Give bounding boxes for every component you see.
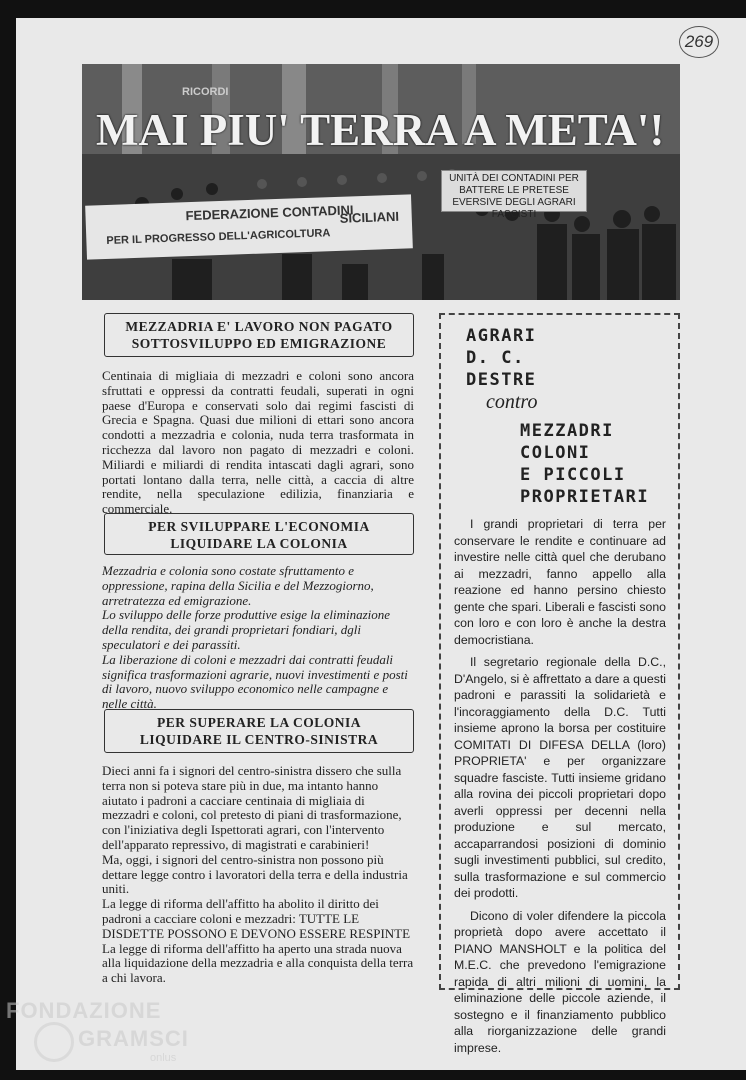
section2-heading — [104, 513, 414, 555]
right-banner: UNITÀ DEI CONTADINI PER BATTERE LE PRETESE EVERSIVE DEGLI AGRARI FASCISTI — [441, 170, 587, 212]
section3-heading-line-2: LIQUIDARE IL CENTRO-SINISTRA — [139, 732, 379, 747]
aside-paragraph-3: Dicono di voler difendere la piccola proprietà dopo avere accettato il PIANO MANSHOLT e la politica del M.E.C. che prevedono l'emigrazione rapida di altri milioni di uomini, la eliminazione delle piccole aziende, il sostegno e il finanziamento pubblico alla riorganizzazione delle grandi imprese. — [454, 908, 666, 1055]
section1-paragraph: Centinaia di migliaia di mezzadri e coloni sono ancora sfruttati e oppressi da contratti feudali, superati in ogni paese d'Europa e conservati solo dai regimi fascisti di Grecia e Spagna. Quasi due milioni di ettari sono ancora condotti a mezzadria e colonia, nuda terra trasformata in ricchezza dal lavoro non pagato di mezzadri e coloni. Miliardi e miliardi di rendita intascati dagli agrari, sono portati lontano dalla terra, nelle città, a caccia di altre rendite, nella speculazione edilizia, finanziaria e commerciale. — [102, 368, 414, 517]
section2-heading-line-2: LIQUIDARE LA COLONIA — [170, 536, 348, 551]
aside-title-agrari: AGRARI — [466, 326, 537, 346]
section3-heading — [104, 709, 414, 753]
section2-line-3: La liberazione di coloni e mezzadri dai contratti feudali significa trasformazioni agrarie, nuovi investimenti e posti di lavoro, nuovo sviluppo economico nelle campagne e nelle città. — [102, 651, 408, 712]
section2-line-2: Lo sviluppo delle forze produttive esige la eliminazione della rendita, dei grandi proprietari fondiari, dgli speculatori e dei parassiti. — [102, 607, 391, 652]
section1-heading-line-1: MEZZADRIA E' LAVORO NON PAGATO — [125, 319, 393, 334]
left-banner — [85, 194, 413, 259]
watermark-line-2: GRAMSCI — [78, 1026, 189, 1051]
aside-body — [454, 516, 666, 1056]
left-banner-line-1: FEDERAZIONE CONTADINI — [185, 202, 354, 224]
aside-title-dc: D. C. — [466, 348, 525, 368]
section3-heading-line-1: PER SUPERARE LA COLONIA — [157, 715, 361, 730]
aside-paragraph-2: Il segretario regionale della D.C., D'Angelo, si è affrettato a dare a questi padroni e parassiti la solidarietà e l'incoraggiamento della D.C. Tutti insieme aprono la borsa per costituire COMITATI DI DIFESA DELLA (loro) PROPRIETA' e per organizzare squadre fasciste. Tutti insieme gridano alla rovina dei piccoli proprietari dopo averli oppressi per decenni nella produzione e sul mercato, accaparrandosi posizioni di dominio sugli investimenti pubblici, sul credito, sulla trasformazione e sul commercio dei prodotti. — [454, 655, 666, 900]
aside-contro: contro — [486, 391, 538, 413]
archive-number: 269 — [679, 26, 719, 58]
section3-body — [102, 764, 414, 986]
section2-line-1: Mezzadria e colonia sono costate sfruttamento e oppressione, rapina della Sicilia e del Mezzogiorno, arretratezza ed emigrazione. — [102, 563, 374, 608]
watermark-suffix: onlus — [150, 1052, 177, 1064]
aside-paragraph-1: I grandi proprietari di terra per conservare le rendite e continuare ad investire nelle città quel che derubano ai mezzadri, fanno appello alla reazione ed hanno persino chiesto gente che spari. Liberali e fascisti sono con loro e con loro è anche la destra democristiana. — [454, 517, 666, 647]
aside-title-mezzadri: MEZZADRI — [520, 421, 614, 441]
shop-sign: RICORDI — [182, 86, 229, 98]
section3-line-2: Ma, oggi, i signori del centro-sinistra non possono più dettare legge contro i lavoratori della terra e della industria uniti. — [102, 851, 408, 897]
aside-title-coloni: COLONI — [520, 443, 591, 463]
section3-line-4: La legge di riforma dell'affitto ha aperto una strada nuova alla liquidazione della mezzadria e alla conquista della terra a chi lavora. — [102, 940, 414, 986]
section1-body — [102, 369, 414, 517]
section1-heading — [104, 313, 414, 357]
crowd-photo — [82, 64, 680, 300]
section2-heading-line-1: PER SVILUPPARE L'ECONOMIA — [148, 519, 370, 534]
photo-headline: MAI PIU' TERRA A META'! — [96, 105, 665, 155]
left-banner-line-2: SICILIANI — [339, 208, 400, 226]
aside-title-proprietari: PROPRIETARI — [520, 487, 650, 507]
watermark-logo-icon — [34, 1022, 74, 1062]
section2-body — [102, 564, 414, 712]
section3-line-1: Dieci anni fa i signori del centro-sinistra dissero che sulla terra non si poteva stare più in due, ma intanto hanno aiutato i padroni a cacciare centinaia di migliaia di mezzadri e coloni, col pretesto di piani di trasformazione, con l'iniziativa degli Ispettorati agrari, con l'intervento dell'apparato repressivo, di magistrati e carabinieri! — [102, 763, 402, 852]
aside-title-piccoli: E PICCOLI — [520, 465, 626, 485]
section1-heading-line-2: SOTTOSVILUPPO ED EMIGRAZIONE — [131, 336, 387, 351]
aside-title-destre: DESTRE — [466, 370, 537, 390]
section3-line-3: La legge di riforma dell'affitto ha abolito il diritto dei padroni a cacciare coloni e mezzadri: TUTTE LE DISDETTE POSSONO E DEVONO ESSERE RESPINTE — [102, 896, 411, 941]
left-banner-line-3: PER IL PROGRESSO DELL'AGRICOLTURA — [106, 227, 331, 247]
crowd-illustration — [82, 64, 680, 300]
watermark-line-1: FONDAZIONE — [6, 998, 162, 1023]
